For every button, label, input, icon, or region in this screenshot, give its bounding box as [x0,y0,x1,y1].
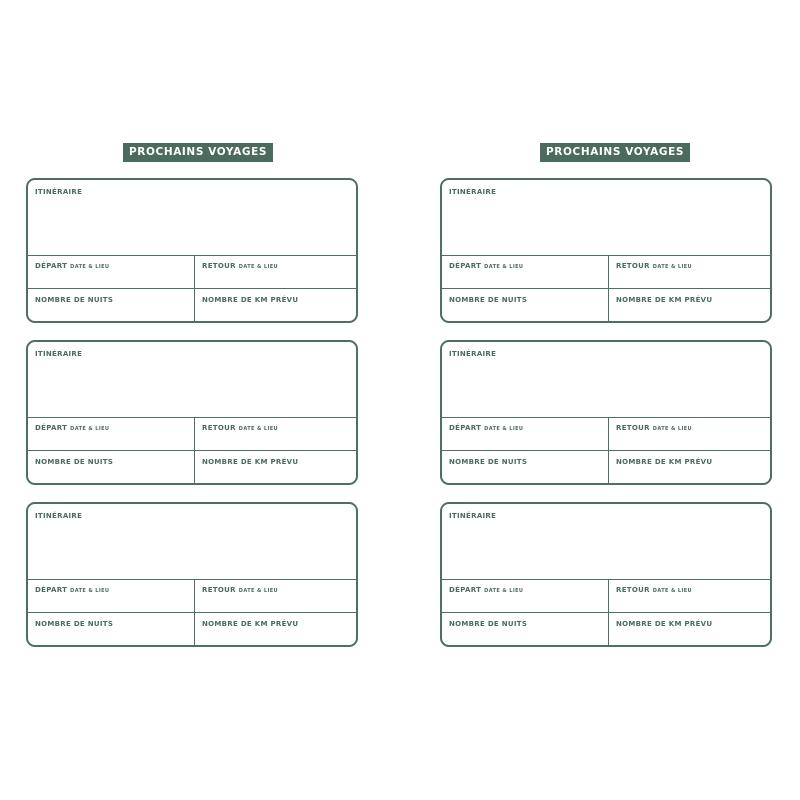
nights-field[interactable] [442,451,609,483]
return-sublabel: DATE & LIEU [652,588,693,594]
dates-row [442,255,770,289]
nights-field[interactable] [28,289,195,321]
itinerary-label: ITINÉRAIRE [449,350,497,358]
trip-card [26,340,358,485]
section-title: PROCHAINS VOYAGES [123,143,273,162]
itinerary-label: ITINÉRAIRE [35,350,83,358]
itinerary-field[interactable] [28,504,356,580]
counts-row [28,613,356,645]
nights-field[interactable] [28,451,195,483]
trip-card [440,178,772,323]
nights-field[interactable] [28,613,195,645]
itinerary-label: ITINÉRAIRE [449,512,497,520]
return-label: RETOUR [202,262,236,270]
km-field[interactable] [609,451,770,483]
km-label: NOMBRE DE KM PRÉVU [202,458,299,466]
nights-label: NOMBRE DE NUITS [449,620,528,628]
itinerary-label: ITINÉRAIRE [35,188,83,196]
right-page [400,0,800,800]
departure-sublabel: DATE & LIEU [70,264,110,270]
nights-label: NOMBRE DE NUITS [35,296,114,304]
nights-field[interactable] [442,289,609,321]
return-field[interactable] [609,579,770,612]
return-field[interactable] [195,417,356,450]
nights-label: NOMBRE DE NUITS [449,458,528,466]
trip-card [26,178,358,323]
nights-label: NOMBRE DE NUITS [35,620,114,628]
return-label: RETOUR [616,262,650,270]
return-label: RETOUR [202,424,236,432]
return-sublabel: DATE & LIEU [652,264,693,270]
departure-label: DÉPART [35,262,68,270]
departure-field[interactable] [28,417,195,450]
itinerary-field[interactable] [442,180,770,256]
return-label: RETOUR [202,586,236,594]
departure-label: DÉPART [449,424,482,432]
nights-field[interactable] [442,613,609,645]
departure-label: DÉPART [449,262,482,270]
return-sublabel: DATE & LIEU [238,426,279,432]
trip-card [26,502,358,647]
return-label: RETOUR [616,424,650,432]
km-field[interactable] [195,613,356,645]
counts-row [442,613,770,645]
return-sublabel: DATE & LIEU [652,426,693,432]
km-label: NOMBRE DE KM PRÉVU [202,296,299,304]
trip-card [440,502,772,647]
return-label: RETOUR [616,586,650,594]
itinerary-field[interactable] [28,180,356,256]
departure-sublabel: DATE & LIEU [70,426,110,432]
return-field[interactable] [609,417,770,450]
departure-sublabel: DATE & LIEU [70,588,110,594]
dates-row [442,579,770,613]
counts-row [442,289,770,321]
km-field[interactable] [195,289,356,321]
return-field[interactable] [195,579,356,612]
return-field[interactable] [609,255,770,288]
counts-row [442,451,770,483]
km-field[interactable] [609,613,770,645]
departure-label: DÉPART [35,424,68,432]
km-field[interactable] [609,289,770,321]
dates-row [28,255,356,289]
km-label: NOMBRE DE KM PRÉVU [202,620,299,628]
departure-label: DÉPART [35,586,68,594]
km-label: NOMBRE DE KM PRÉVU [616,458,713,466]
dates-row [28,417,356,451]
departure-field[interactable] [28,255,195,288]
departure-sublabel: DATE & LIEU [484,426,524,432]
departure-field[interactable] [442,255,609,288]
itinerary-field[interactable] [442,342,770,418]
counts-row [28,451,356,483]
departure-sublabel: DATE & LIEU [484,588,524,594]
nights-label: NOMBRE DE NUITS [449,296,528,304]
dates-row [28,579,356,613]
km-label: NOMBRE DE KM PRÉVU [616,296,713,304]
departure-sublabel: DATE & LIEU [484,264,524,270]
return-sublabel: DATE & LIEU [238,264,279,270]
trip-card [440,340,772,485]
return-field[interactable] [195,255,356,288]
counts-row [28,289,356,321]
itinerary-label: ITINÉRAIRE [35,512,83,520]
return-sublabel: DATE & LIEU [238,588,279,594]
itinerary-label: ITINÉRAIRE [449,188,497,196]
itinerary-field[interactable] [442,504,770,580]
nights-label: NOMBRE DE NUITS [35,458,114,466]
dates-row [442,417,770,451]
departure-field[interactable] [442,417,609,450]
departure-field[interactable] [442,579,609,612]
section-title: PROCHAINS VOYAGES [540,143,690,162]
departure-field[interactable] [28,579,195,612]
km-label: NOMBRE DE KM PRÉVU [616,620,713,628]
departure-label: DÉPART [449,586,482,594]
km-field[interactable] [195,451,356,483]
itinerary-field[interactable] [28,342,356,418]
